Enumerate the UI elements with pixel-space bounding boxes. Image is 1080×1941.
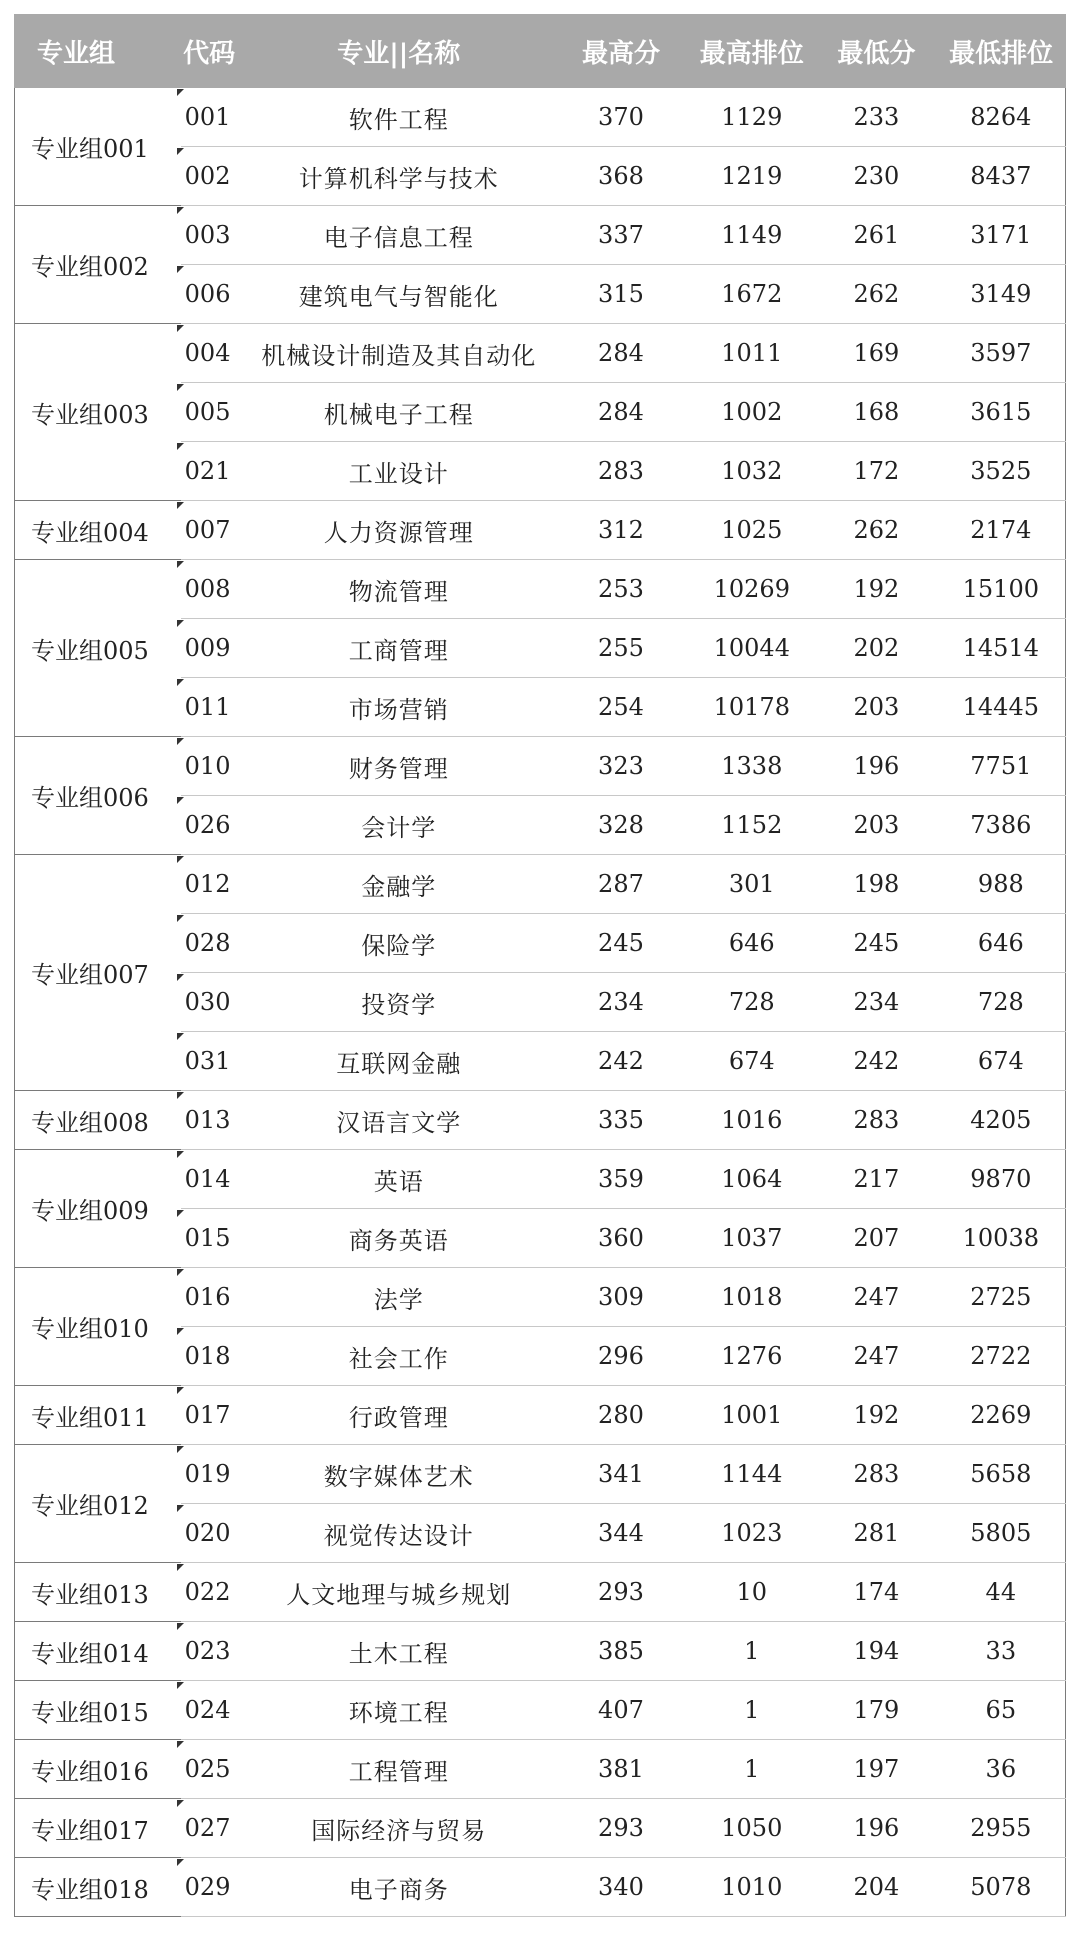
max-score-cell: 293	[555, 1563, 688, 1622]
group-label-cell: 专业组015	[15, 1681, 181, 1740]
major-name-cell: 社会工作	[243, 1327, 555, 1386]
min-rank-cell: 2722	[937, 1327, 1066, 1386]
table-row	[15, 324, 1066, 383]
major-name-cell: 工业设计	[243, 442, 555, 501]
max-score-cell: 284	[555, 383, 688, 442]
header-code: 代码	[181, 15, 243, 88]
max-score-cell: 359	[555, 1150, 688, 1209]
min-rank-cell: 3615	[937, 383, 1066, 442]
min-score-cell: 172	[816, 442, 936, 501]
max-rank-cell: 1338	[687, 737, 816, 796]
major-code-cell: 029	[181, 1858, 243, 1917]
table-row	[15, 1799, 1066, 1858]
major-name-cell: 投资学	[243, 973, 555, 1032]
group-label-cell: 专业组004	[15, 501, 181, 560]
min-rank-cell: 33	[937, 1622, 1066, 1681]
major-code-cell: 008	[181, 560, 243, 619]
max-score-cell: 328	[555, 796, 688, 855]
max-rank-cell: 1064	[687, 1150, 816, 1209]
min-score-cell: 197	[816, 1740, 936, 1799]
max-rank-cell: 10044	[687, 619, 816, 678]
max-score-cell: 245	[555, 914, 688, 973]
group-label-cell: 专业组012	[15, 1445, 181, 1563]
group-label-cell: 专业组001	[15, 88, 181, 206]
major-code-cell: 022	[181, 1563, 243, 1622]
table-row	[15, 1681, 1066, 1740]
admission-score-table-container	[14, 14, 1066, 1917]
min-score-cell: 247	[816, 1327, 936, 1386]
max-rank-cell: 1050	[687, 1799, 816, 1858]
min-rank-cell: 15100	[937, 560, 1066, 619]
min-score-cell: 194	[816, 1622, 936, 1681]
major-code-cell: 020	[181, 1504, 243, 1563]
major-code-cell: 005	[181, 383, 243, 442]
group-label-cell: 专业组006	[15, 737, 181, 855]
major-name-cell: 视觉传达设计	[243, 1504, 555, 1563]
max-rank-cell: 1	[687, 1622, 816, 1681]
max-score-cell: 242	[555, 1032, 688, 1091]
max-rank-cell: 301	[687, 855, 816, 914]
min-score-cell: 262	[816, 501, 936, 560]
max-rank-cell: 1001	[687, 1386, 816, 1445]
major-name-cell: 行政管理	[243, 1386, 555, 1445]
major-code-cell: 006	[181, 265, 243, 324]
max-score-cell: 341	[555, 1445, 688, 1504]
max-rank-cell: 1011	[687, 324, 816, 383]
max-score-cell: 385	[555, 1622, 688, 1681]
major-name-cell: 工程管理	[243, 1740, 555, 1799]
min-rank-cell: 728	[937, 973, 1066, 1032]
major-name-cell: 电子商务	[243, 1858, 555, 1917]
major-code-cell: 018	[181, 1327, 243, 1386]
major-name-cell: 国际经济与贸易	[243, 1799, 555, 1858]
major-name-cell: 建筑电气与智能化	[243, 265, 555, 324]
min-rank-cell: 9870	[937, 1150, 1066, 1209]
min-rank-cell: 646	[937, 914, 1066, 973]
max-rank-cell: 1010	[687, 1858, 816, 1917]
min-score-cell: 230	[816, 147, 936, 206]
max-score-cell: 253	[555, 560, 688, 619]
max-score-cell: 254	[555, 678, 688, 737]
min-rank-cell: 988	[937, 855, 1066, 914]
min-score-cell: 217	[816, 1150, 936, 1209]
table-row	[15, 1622, 1066, 1681]
header-group: 专业组	[15, 15, 181, 88]
max-rank-cell: 10	[687, 1563, 816, 1622]
max-score-cell: 296	[555, 1327, 688, 1386]
min-rank-cell: 7386	[937, 796, 1066, 855]
major-name-cell: 汉语言文学	[243, 1091, 555, 1150]
min-score-cell: 234	[816, 973, 936, 1032]
max-rank-cell: 1037	[687, 1209, 816, 1268]
max-score-cell: 340	[555, 1858, 688, 1917]
major-code-cell: 024	[181, 1681, 243, 1740]
min-rank-cell: 5078	[937, 1858, 1066, 1917]
major-name-cell: 人力资源管理	[243, 501, 555, 560]
group-label-cell: 专业组002	[15, 206, 181, 324]
group-label-cell: 专业组018	[15, 1858, 181, 1917]
header-min-rank: 最低排位	[937, 15, 1066, 88]
min-score-cell: 242	[816, 1032, 936, 1091]
table-row	[15, 1445, 1066, 1504]
max-rank-cell: 728	[687, 973, 816, 1032]
major-name-cell: 土木工程	[243, 1622, 555, 1681]
min-score-cell: 179	[816, 1681, 936, 1740]
min-score-cell: 262	[816, 265, 936, 324]
max-rank-cell: 1149	[687, 206, 816, 265]
min-score-cell: 192	[816, 560, 936, 619]
group-label-cell: 专业组003	[15, 324, 181, 501]
major-name-cell: 电子信息工程	[243, 206, 555, 265]
min-rank-cell: 3525	[937, 442, 1066, 501]
major-code-cell: 028	[181, 914, 243, 973]
major-code-cell: 011	[181, 678, 243, 737]
min-rank-cell: 65	[937, 1681, 1066, 1740]
table-row	[15, 501, 1066, 560]
min-rank-cell: 8437	[937, 147, 1066, 206]
max-rank-cell: 1016	[687, 1091, 816, 1150]
min-score-cell: 283	[816, 1091, 936, 1150]
group-label-cell: 专业组009	[15, 1150, 181, 1268]
max-score-cell: 287	[555, 855, 688, 914]
major-code-cell: 019	[181, 1445, 243, 1504]
max-score-cell: 344	[555, 1504, 688, 1563]
major-name-cell: 互联网金融	[243, 1032, 555, 1091]
min-rank-cell: 2269	[937, 1386, 1066, 1445]
min-score-cell: 203	[816, 678, 936, 737]
min-rank-cell: 3149	[937, 265, 1066, 324]
min-score-cell: 169	[816, 324, 936, 383]
max-rank-cell: 1	[687, 1740, 816, 1799]
min-score-cell: 281	[816, 1504, 936, 1563]
max-rank-cell: 1144	[687, 1445, 816, 1504]
major-code-cell: 001	[181, 88, 243, 147]
max-score-cell: 381	[555, 1740, 688, 1799]
major-name-cell: 法学	[243, 1268, 555, 1327]
group-label-cell: 专业组008	[15, 1091, 181, 1150]
group-label-cell: 专业组010	[15, 1268, 181, 1386]
major-code-cell: 027	[181, 1799, 243, 1858]
min-score-cell: 196	[816, 1799, 936, 1858]
table-row	[15, 88, 1066, 147]
major-name-cell: 物流管理	[243, 560, 555, 619]
min-rank-cell: 8264	[937, 88, 1066, 147]
major-name-cell: 金融学	[243, 855, 555, 914]
group-label-cell: 专业组007	[15, 855, 181, 1091]
major-code-cell: 014	[181, 1150, 243, 1209]
major-code-cell: 007	[181, 501, 243, 560]
max-score-cell: 335	[555, 1091, 688, 1150]
major-name-cell: 机械设计制造及其自动化	[243, 324, 555, 383]
major-code-cell: 003	[181, 206, 243, 265]
min-rank-cell: 2725	[937, 1268, 1066, 1327]
min-score-cell: 283	[816, 1445, 936, 1504]
min-rank-cell: 2174	[937, 501, 1066, 560]
max-rank-cell: 1002	[687, 383, 816, 442]
major-name-cell: 保险学	[243, 914, 555, 973]
table-row	[15, 1386, 1066, 1445]
min-score-cell: 245	[816, 914, 936, 973]
major-name-cell: 软件工程	[243, 88, 555, 147]
major-code-cell: 026	[181, 796, 243, 855]
max-score-cell: 284	[555, 324, 688, 383]
min-score-cell: 174	[816, 1563, 936, 1622]
max-rank-cell: 1023	[687, 1504, 816, 1563]
min-score-cell: 192	[816, 1386, 936, 1445]
max-rank-cell: 1	[687, 1681, 816, 1740]
min-rank-cell: 7751	[937, 737, 1066, 796]
min-rank-cell: 5658	[937, 1445, 1066, 1504]
major-code-cell: 030	[181, 973, 243, 1032]
max-score-cell: 234	[555, 973, 688, 1032]
major-code-cell: 025	[181, 1740, 243, 1799]
table-row	[15, 1563, 1066, 1622]
major-name-cell: 机械电子工程	[243, 383, 555, 442]
header-name: 专业||名称	[243, 15, 555, 88]
min-score-cell: 207	[816, 1209, 936, 1268]
max-score-cell: 323	[555, 737, 688, 796]
major-code-cell: 023	[181, 1622, 243, 1681]
min-rank-cell: 3597	[937, 324, 1066, 383]
min-score-cell: 202	[816, 619, 936, 678]
table-row	[15, 1150, 1066, 1209]
major-code-cell: 016	[181, 1268, 243, 1327]
group-label-cell: 专业组005	[15, 560, 181, 737]
major-code-cell: 015	[181, 1209, 243, 1268]
max-score-cell: 407	[555, 1681, 688, 1740]
table-row	[15, 737, 1066, 796]
major-name-cell: 财务管理	[243, 737, 555, 796]
max-rank-cell: 10178	[687, 678, 816, 737]
admission-score-table	[14, 14, 1066, 1917]
group-label-cell: 专业组016	[15, 1740, 181, 1799]
min-rank-cell: 14445	[937, 678, 1066, 737]
major-code-cell: 010	[181, 737, 243, 796]
min-score-cell: 204	[816, 1858, 936, 1917]
table-row	[15, 855, 1066, 914]
major-name-cell: 市场营销	[243, 678, 555, 737]
max-rank-cell: 1129	[687, 88, 816, 147]
major-code-cell: 013	[181, 1091, 243, 1150]
min-score-cell: 233	[816, 88, 936, 147]
min-rank-cell: 2955	[937, 1799, 1066, 1858]
major-code-cell: 012	[181, 855, 243, 914]
table-row	[15, 1091, 1066, 1150]
min-score-cell: 168	[816, 383, 936, 442]
min-rank-cell: 5805	[937, 1504, 1066, 1563]
min-score-cell: 198	[816, 855, 936, 914]
major-name-cell: 会计学	[243, 796, 555, 855]
group-label-cell: 专业组011	[15, 1386, 181, 1445]
max-score-cell: 315	[555, 265, 688, 324]
table-row	[15, 1268, 1066, 1327]
major-name-cell: 数字媒体艺术	[243, 1445, 555, 1504]
max-score-cell: 280	[555, 1386, 688, 1445]
major-code-cell: 031	[181, 1032, 243, 1091]
major-name-cell: 工商管理	[243, 619, 555, 678]
max-score-cell: 283	[555, 442, 688, 501]
table-header	[15, 15, 1066, 88]
max-rank-cell: 1025	[687, 501, 816, 560]
major-name-cell: 计算机科学与技术	[243, 147, 555, 206]
min-score-cell: 261	[816, 206, 936, 265]
max-rank-cell: 1276	[687, 1327, 816, 1386]
major-name-cell: 英语	[243, 1150, 555, 1209]
header-row	[15, 15, 1066, 88]
major-code-cell: 009	[181, 619, 243, 678]
max-score-cell: 337	[555, 206, 688, 265]
max-score-cell: 360	[555, 1209, 688, 1268]
major-code-cell: 021	[181, 442, 243, 501]
table-row	[15, 206, 1066, 265]
max-score-cell: 293	[555, 1799, 688, 1858]
major-name-cell: 人文地理与城乡规划	[243, 1563, 555, 1622]
max-score-cell: 309	[555, 1268, 688, 1327]
max-rank-cell: 1018	[687, 1268, 816, 1327]
major-name-cell: 商务英语	[243, 1209, 555, 1268]
major-code-cell: 002	[181, 147, 243, 206]
max-rank-cell: 674	[687, 1032, 816, 1091]
max-score-cell: 368	[555, 147, 688, 206]
min-score-cell: 247	[816, 1268, 936, 1327]
table-row	[15, 560, 1066, 619]
max-rank-cell: 1032	[687, 442, 816, 501]
min-score-cell: 196	[816, 737, 936, 796]
max-score-cell: 312	[555, 501, 688, 560]
major-code-cell: 017	[181, 1386, 243, 1445]
min-rank-cell: 14514	[937, 619, 1066, 678]
table-body	[15, 88, 1066, 1917]
min-rank-cell: 3171	[937, 206, 1066, 265]
min-rank-cell: 44	[937, 1563, 1066, 1622]
min-rank-cell: 10038	[937, 1209, 1066, 1268]
min-rank-cell: 4205	[937, 1091, 1066, 1150]
major-name-cell: 环境工程	[243, 1681, 555, 1740]
max-rank-cell: 646	[687, 914, 816, 973]
header-min-score: 最低分	[816, 15, 936, 88]
group-label-cell: 专业组017	[15, 1799, 181, 1858]
max-rank-cell: 1152	[687, 796, 816, 855]
max-score-cell: 255	[555, 619, 688, 678]
max-score-cell: 370	[555, 88, 688, 147]
table-row	[15, 1740, 1066, 1799]
group-label-cell: 专业组014	[15, 1622, 181, 1681]
header-max-score: 最高分	[555, 15, 688, 88]
max-rank-cell: 10269	[687, 560, 816, 619]
min-rank-cell: 674	[937, 1032, 1066, 1091]
group-label-cell: 专业组013	[15, 1563, 181, 1622]
max-rank-cell: 1672	[687, 265, 816, 324]
table-row	[15, 1858, 1066, 1917]
major-code-cell: 004	[181, 324, 243, 383]
header-max-rank: 最高排位	[687, 15, 816, 88]
max-rank-cell: 1219	[687, 147, 816, 206]
min-rank-cell: 36	[937, 1740, 1066, 1799]
min-score-cell: 203	[816, 796, 936, 855]
